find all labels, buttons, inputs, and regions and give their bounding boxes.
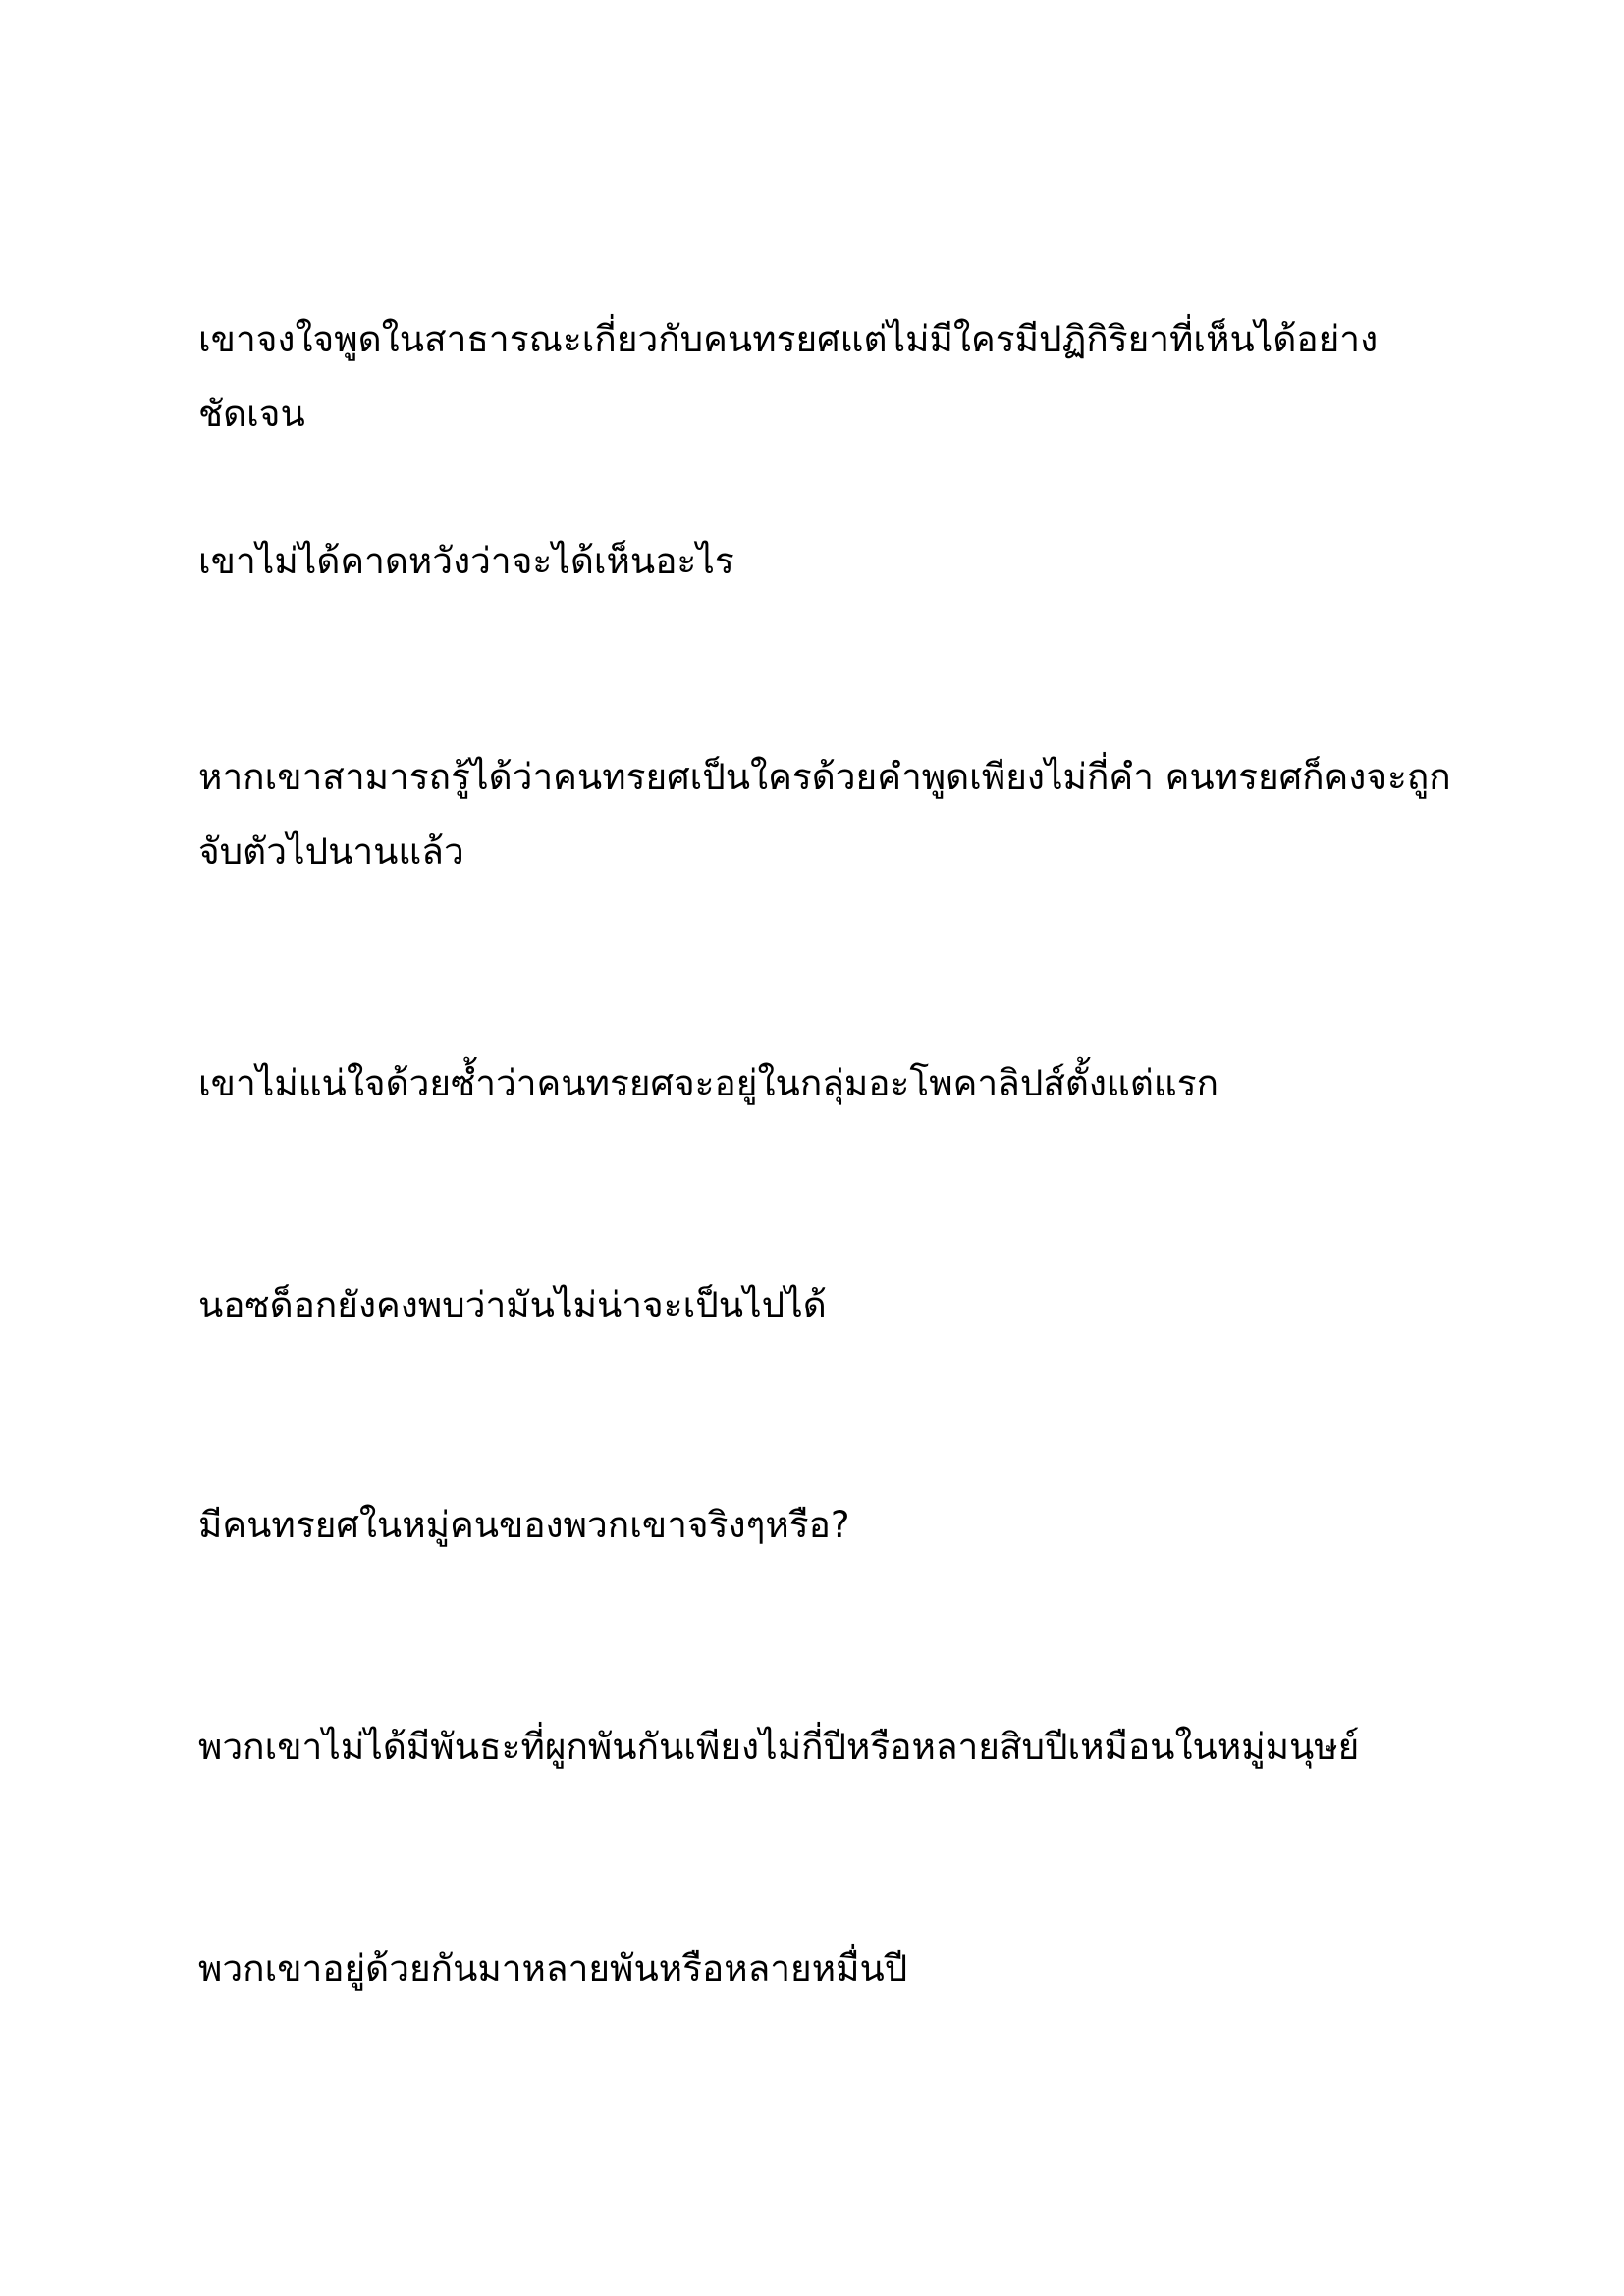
paragraph-4: เขาไม่แน่ใจด้วยซ้ำว่าคนทรยศจะอยู่ในกลุ่มอะโพคาลิปส์ตั้งแต่แรก — [198, 1062, 1218, 1104]
paragraph-5: นอซด็อกยังคงพบว่ามันไม่น่าจะเป็นไปได้ — [198, 1284, 827, 1326]
paragraph-1: เขาจงใจพูดในสาธารณะเกี่ยวกับคนทรยศแต่ไม่มีใครมีปฏิกิริยาที่เห็นได้อย่างชัดเจน — [198, 318, 1379, 435]
paragraph-8: พวกเขาอยู่ด้วยกันมาหลายพันหรือหลายหมื่นปี — [198, 1948, 908, 1990]
paragraph-6: มีคนทรยศในหมู่คนของพวกเขาจริงๆหรือ? — [198, 1504, 850, 1546]
paragraph-3: หากเขาสามารถรู้ได้ว่าคนทรยศเป็นใครด้วยคำพูดเพียงไม่กี่คำ คนทรยศก็คงจะถูกจับตัวไปนานแล้ว — [198, 756, 1451, 873]
paragraph-2: เขาไม่ได้คาดหวังว่าจะได้เห็นอะไร — [198, 540, 734, 582]
paragraph-7: พวกเขาไม่ได้มีพันธะที่ผูกพันกันเพียงไม่กี่ปีหรือหลายสิบปีเหมือนในหมู่มนุษย์ — [198, 1726, 1360, 1768]
